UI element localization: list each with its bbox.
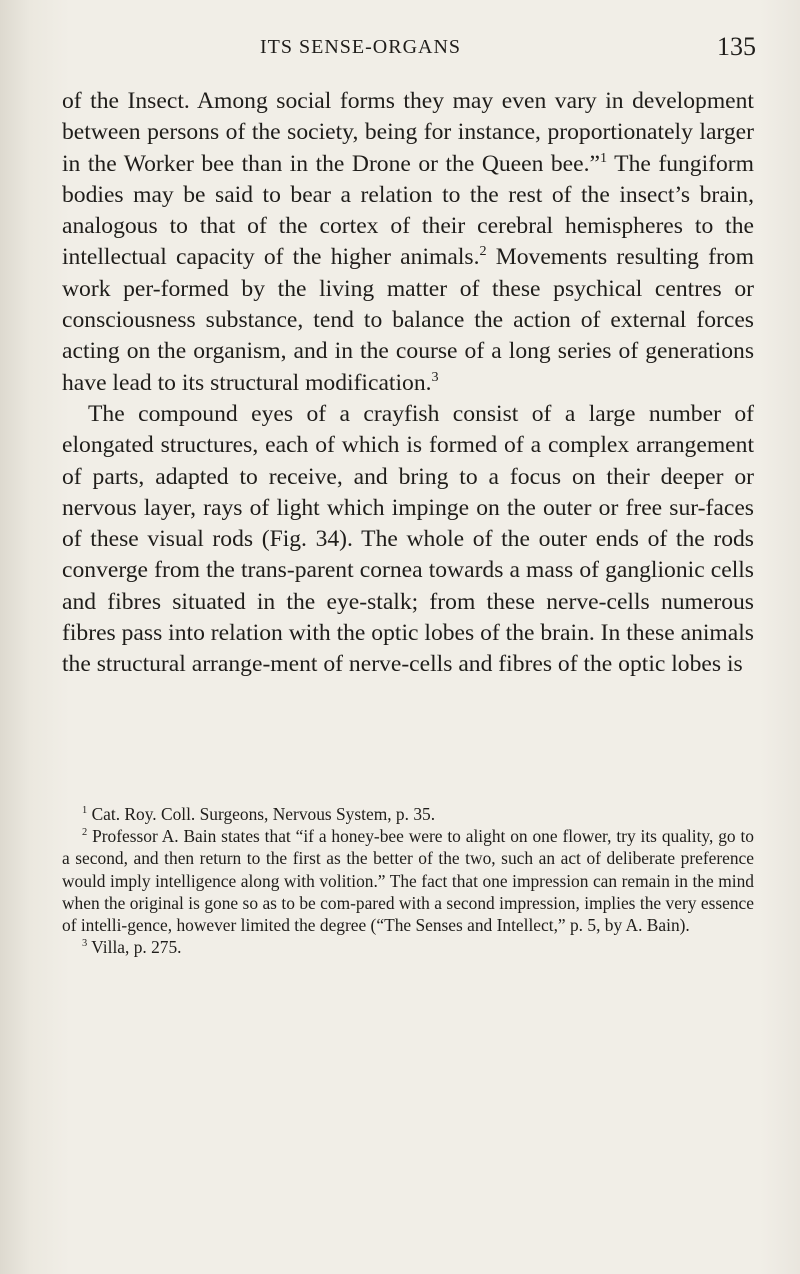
footnote-text: Professor A. Bain states that “if a honey-bee were to alight on one flower, try its quality, go to a second, and then return to the first as the better of the two, such an act of deliberate preference would imply intelligence along with volition.” The fact that one impression can remain in the mind when the original is gone so as to be com-pared with a second impression, implies the very essence of intelli-gence, however limited the degree (“The Senses and Intellect,” p. 5, by A. Bain). [62,826,754,936]
footnote-1 [62,803,754,825]
footnotes [62,803,754,958]
page-header [62,32,756,70]
footnote-mark: 1 [82,805,88,817]
body-text [62,86,754,681]
footnote-text: Villa, p. 275. [91,937,182,958]
footnote-3 [62,936,754,958]
footnote-text: Cat. Roy. Coll. Surgeons, Nervous System, p. 35. [91,804,436,824]
footnote-ref-3: 3 [431,368,439,385]
paragraph-1-part-b: The fungiform bodies may be said to bear a relation to the rest of the insect’s brain, analogous to that of the cortex of their cerebral hemispheres to the intellectual capacity of the higher animals. [62,150,755,271]
paragraph-1-part-a: of the Insect. Among social forms they may even vary in development between persons of the society, being for instance, proportionately larger in the Worker bee than in the Drone or the Queen bee.” [62,88,754,177]
footnote-mark: 2 [82,827,88,839]
footnote-2 [62,825,754,936]
footnote-ref-2: 2 [479,243,487,260]
paragraph-2: The compound eyes of a crayfish consist of a large number of elongated structures, each of which is formed of a complex arrangement of parts, adapted to receive, and bring to a focus on their deeper or nervous layer, rays of light which impinge on the outer or free sur-faces of these visual rods (Fig. 34). The whole of the outer ends of the rods converge from the trans-parent cornea towards a mass of ganglionic cells and fibres situated in the eye-stalk; from these nerve-cells numerous fibres pass into relation with the optic lobes of the brain. In these animals the structural arrange-ment of nerve-cells and fibres of the optic lobes is [62,400,754,678]
paragraph-1 [62,86,754,399]
paragraph-1-part-c: Movements resulting from work per-formed by the living matter of these psychical centres or consciousness substance, tend to balance the action of external forces acting on the organism, and in the course of a long series of generations have lead to its structural modification. [62,244,754,396]
footnote-ref-1: 1 [600,149,608,166]
page-number: 135 [717,32,756,61]
running-head: ITS SENSE-ORGANS [260,36,462,58]
footnote-mark: 3 [82,938,88,950]
